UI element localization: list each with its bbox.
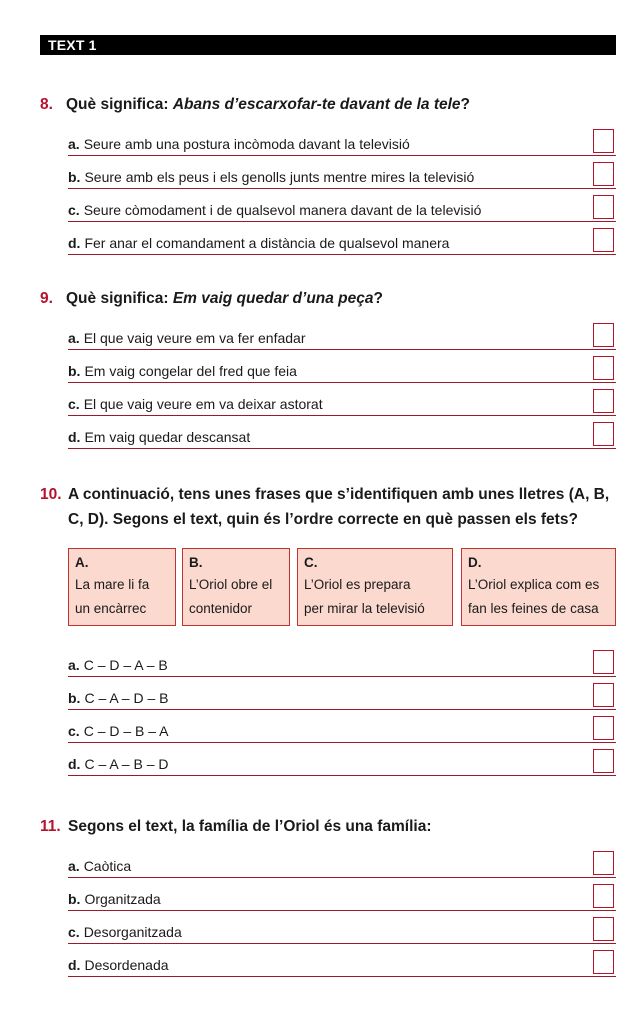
option-a: a. C – D – A – B [68, 644, 616, 677]
question-title: 8. Què significa: Abans d’escarxofar-te davant de la tele? [40, 92, 616, 117]
section-header [40, 35, 616, 55]
option-b: b. Em vaig congelar del fred que feia [68, 350, 616, 383]
option-b: b. C – A – D – B [68, 677, 616, 710]
question-title: 9. Què significa: Em vaig quedar d’una peça? [40, 286, 616, 311]
event-card-b: B. L’Oriol obre el contenidor [182, 548, 290, 626]
answer-checkbox[interactable] [593, 851, 614, 875]
answer-checkbox[interactable] [593, 389, 614, 413]
answer-checkbox[interactable] [593, 917, 614, 941]
option-a: a. Seure amb una postura incòmoda davant la televisió [68, 123, 616, 156]
event-card-a: A. La mare li fa un encàrrec [68, 548, 176, 626]
option-d: d. C – A – B – D [68, 743, 616, 776]
option-d: d. Desordenada [68, 944, 616, 977]
option-c: c. Desorganitzada [68, 911, 616, 944]
answer-checkbox[interactable] [593, 195, 614, 219]
option-a: a. Caòtica [68, 845, 616, 878]
question-number: 11. [40, 818, 61, 835]
option-c: c. El que vaig veure em va deixar astorat [68, 383, 616, 416]
question-9 [40, 286, 616, 449]
option-d: d. Em vaig quedar descansat [68, 416, 616, 449]
question-number: 10. [40, 486, 62, 503]
question-number: 9. [40, 290, 53, 307]
answer-checkbox[interactable] [593, 162, 614, 186]
option-c: c. Seure còmodament i de qualsevol manera davant de la televisió [68, 189, 616, 222]
answer-checkbox[interactable] [593, 228, 614, 252]
question-8 [40, 92, 616, 255]
event-card-c: C. L’Oriol es prepara per mirar la televisió [297, 548, 453, 626]
event-cards [68, 548, 616, 628]
option-c: c. C – D – B – A [68, 710, 616, 743]
answer-checkbox[interactable] [593, 683, 614, 707]
option-a: a. El que vaig veure em va fer enfadar [68, 317, 616, 350]
question-phrase: Em vaig quedar d’una peça [172, 290, 374, 307]
option-b: b. Organitzada [68, 878, 616, 911]
question-11 [40, 814, 616, 977]
answer-checkbox[interactable] [593, 129, 614, 153]
question-phrase: Abans d’escarxofar-te davant de la tele [172, 96, 461, 113]
event-card-d: D. L’Oriol explica com es fan les feines de casa [461, 548, 616, 626]
option-d: d. Fer anar el comandament a distància de qualsevol manera [68, 222, 616, 255]
answer-checkbox[interactable] [593, 716, 614, 740]
answer-checkbox[interactable] [593, 650, 614, 674]
section-title: TEXT 1 [48, 37, 97, 53]
question-title: 11. Segons el text, la família de l’Oriol és una família: [40, 814, 616, 839]
question-title: 10. A continuació, tens unes frases que s’identifiquen amb unes lletres (A, B, C, D). Segons el text, quin és l’ordre correcte en què passen els fets? [40, 482, 616, 532]
question-number: 8. [40, 96, 53, 113]
answer-checkbox[interactable] [593, 422, 614, 446]
answer-checkbox[interactable] [593, 356, 614, 380]
answer-checkbox[interactable] [593, 323, 614, 347]
answer-checkbox[interactable] [593, 884, 614, 908]
answer-checkbox[interactable] [593, 950, 614, 974]
question-10-options [40, 644, 616, 776]
option-b: b. Seure amb els peus i els genolls junts mentre mires la televisió [68, 156, 616, 189]
answer-checkbox[interactable] [593, 749, 614, 773]
question-10 [40, 482, 616, 532]
